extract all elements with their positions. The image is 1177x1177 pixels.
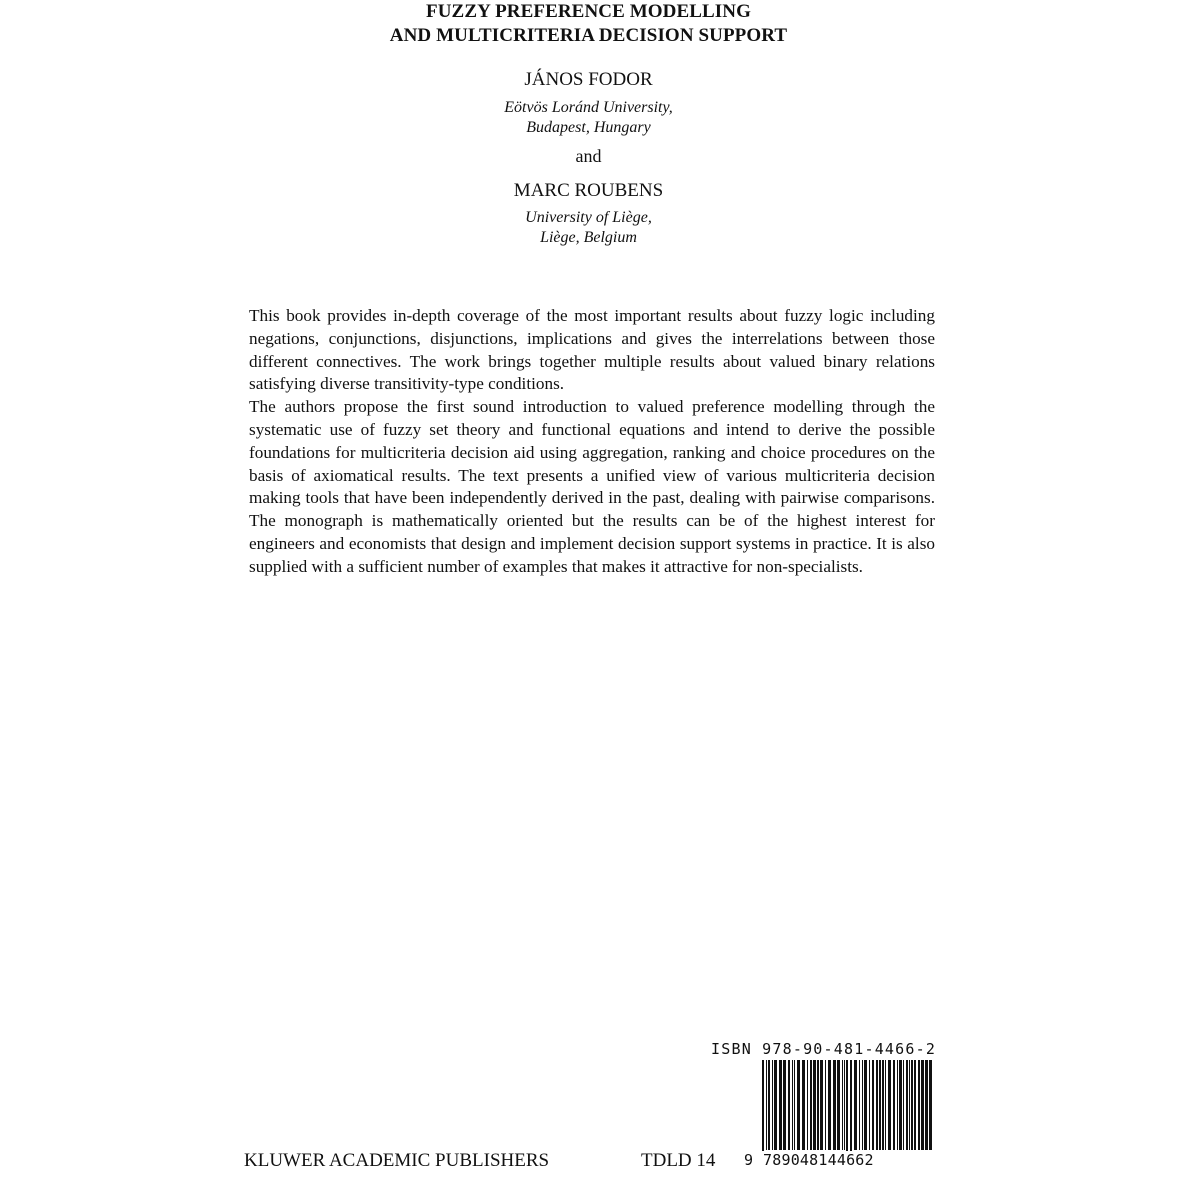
book-title xyxy=(0,0,1177,48)
author-affiliation-2-line-2: Liège, Belgium xyxy=(540,229,637,246)
barcode-bar-24 xyxy=(850,1060,852,1160)
barcode-bar-0 xyxy=(762,1060,764,1160)
barcode-bar-23 xyxy=(846,1060,848,1160)
barcode-bar-25 xyxy=(854,1060,857,1150)
author-name-2: MARC ROUBENS xyxy=(513,180,664,201)
barcode-bar-41 xyxy=(909,1060,910,1150)
barcode-bar-10 xyxy=(797,1060,800,1150)
author-conjunction: and xyxy=(575,146,602,166)
barcode-bar-31 xyxy=(876,1060,878,1150)
barcode-bar-7 xyxy=(788,1060,790,1150)
barcode-bar-5 xyxy=(779,1060,782,1150)
series-code: TDLD 14 xyxy=(641,1150,716,1171)
barcode-image xyxy=(762,1060,934,1160)
barcode-bar-20 xyxy=(837,1060,840,1150)
barcode-bar-39 xyxy=(903,1060,904,1150)
barcode-bar-12 xyxy=(807,1060,808,1150)
barcode-bar-32 xyxy=(879,1060,881,1150)
barcode-bar-42 xyxy=(911,1060,913,1150)
barcode-bar-46 xyxy=(925,1060,928,1150)
barcode-lead-digit: 9 xyxy=(744,1151,754,1169)
barcode-bar-6 xyxy=(783,1060,786,1150)
barcode-bar-29 xyxy=(869,1060,870,1150)
barcode-bar-1 xyxy=(766,1060,767,1150)
barcode-bar-40 xyxy=(906,1060,908,1150)
barcode-bar-22 xyxy=(844,1060,845,1150)
description-paragraph-2: The authors propose the first sound introduction to valued preference modelling through the systematic use of fuzzy set theory and functional equations and intend to derive the possible foundations for multicriteria decision aid using aggregation, ranking and choice procedures on the basis of axiomatical results. The text presents a unified view of various multicriteria decision making tools that have been independently derived in the past, dealing with pairwise comparisons. The monograph is mathematically oriented but the results can be of the highest interest for engineers and economists that design and implement decision support systems in practice. It is also supplied with a sufficient number of examples that makes it attractive for non-specialists. xyxy=(249,397,935,576)
barcode-bar-33 xyxy=(882,1060,884,1150)
author-name-1: JÁNOS FODOR xyxy=(524,69,653,90)
barcode-bar-9 xyxy=(794,1060,795,1150)
barcode-bar-43 xyxy=(914,1060,916,1150)
barcode-bar-36 xyxy=(893,1060,895,1150)
barcode-bar-38 xyxy=(899,1060,902,1150)
barcode-bar-15 xyxy=(817,1060,819,1150)
barcode-bar-8 xyxy=(792,1060,793,1150)
isbn-label: ISBN 978-90-481-4466-2 xyxy=(711,1040,937,1058)
barcode-bar-34 xyxy=(885,1060,886,1150)
barcode-bar-2 xyxy=(768,1060,770,1150)
barcode-bar-3 xyxy=(772,1060,773,1150)
title-line-2: AND MULTICRITERIA DECISION SUPPORT xyxy=(389,25,788,46)
barcode-bar-26 xyxy=(859,1060,860,1150)
barcode-bar-13 xyxy=(810,1060,812,1150)
barcode-bar-11 xyxy=(802,1060,805,1150)
barcode-bar-4 xyxy=(774,1060,777,1150)
barcode-bar-37 xyxy=(897,1060,898,1150)
barcode-bar-17 xyxy=(825,1060,826,1150)
barcode-bar-35 xyxy=(888,1060,891,1150)
title-line-1: FUZZY PREFERENCE MODELLING xyxy=(426,1,751,22)
author-affiliation-1-line-2: Budapest, Hungary xyxy=(526,119,651,136)
publisher-name: KLUWER ACADEMIC PUBLISHERS xyxy=(244,1150,550,1171)
barcode-bar-47 xyxy=(929,1060,932,1150)
barcode-bar-16 xyxy=(820,1060,823,1150)
barcode-bar-28 xyxy=(864,1060,867,1150)
barcode-bar-30 xyxy=(872,1060,874,1150)
barcode-digits xyxy=(744,1151,875,1169)
barcode-bar-14 xyxy=(813,1060,816,1150)
barcode-bar-19 xyxy=(833,1060,836,1150)
barcode-bar-21 xyxy=(842,1060,843,1150)
author-affiliation-1-line-1: Eötvös Loránd University, xyxy=(504,99,673,116)
book-description xyxy=(249,305,935,579)
barcode-bar-18 xyxy=(828,1060,831,1150)
author-affiliation-2-line-1: University of Liège, xyxy=(525,209,652,226)
barcode-bar-27 xyxy=(862,1060,863,1150)
barcode-number: 789048144662 xyxy=(763,1151,874,1169)
description-paragraph-1: This book provides in-depth coverage of the most important results about fuzzy logic including negations, conjunctions, disjunctions, implications and gives the interrelations between those different connectives. The work brings together multiple results about valued binary relations satisfying diverse transitivity-type conditions. xyxy=(249,306,935,394)
barcode-bar-45 xyxy=(921,1060,924,1150)
barcode-bar-44 xyxy=(918,1060,920,1150)
